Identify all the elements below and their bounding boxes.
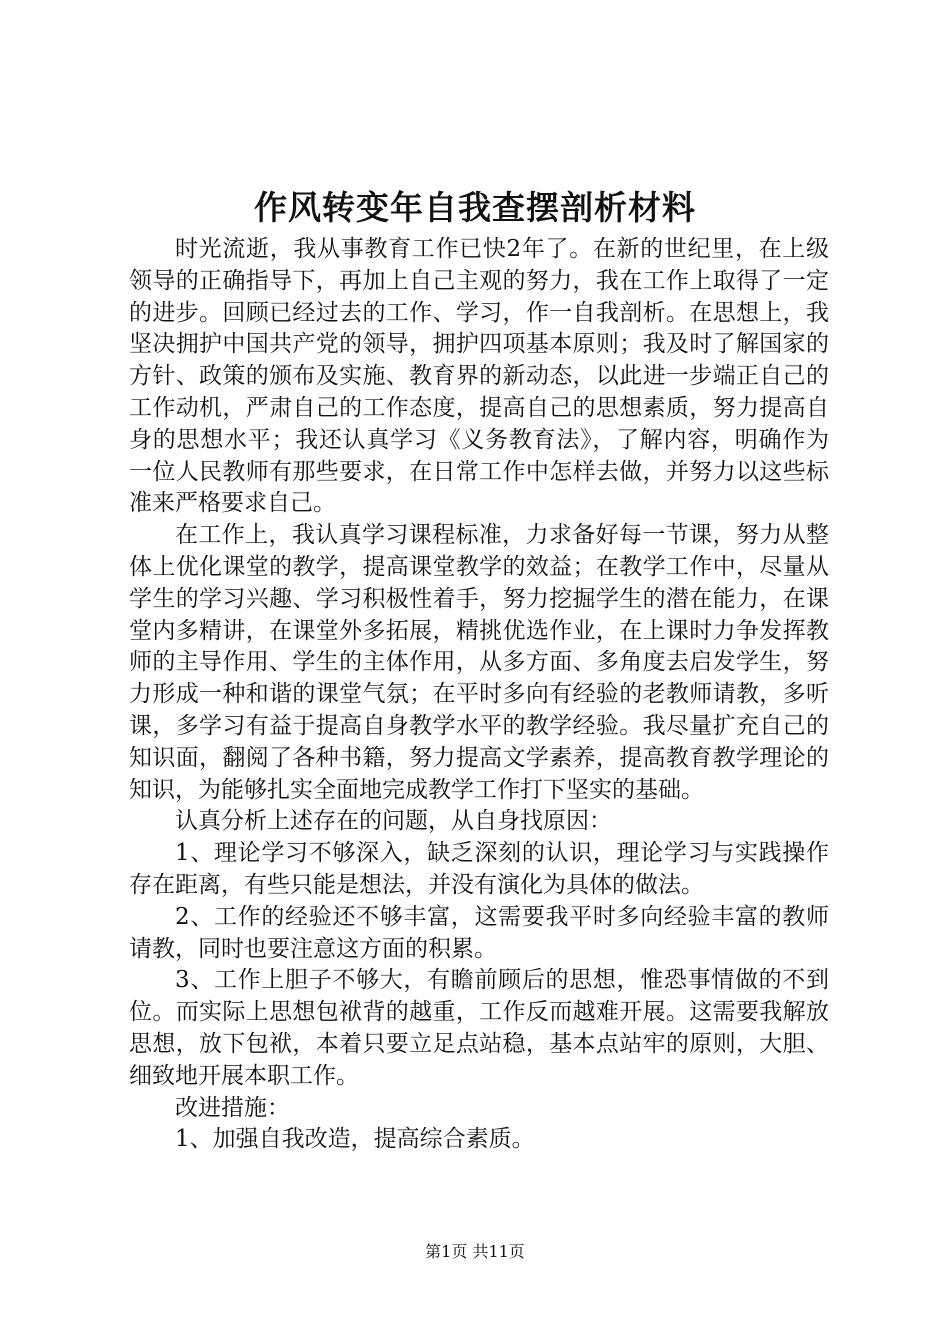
document-body	[129, 234, 829, 1156]
paragraph-problem-1: 1、理论学习不够深入，缺乏深刻的认识，理论学习与实践操作存在距离，有些只能是想法，并没有演化为具体的做法。	[129, 840, 829, 898]
paragraph-measures-heading: 改进措施：	[175, 1094, 290, 1121]
paragraph-problem-3: 3、工作上胆子不够大，有瞻前顾后的思想，惟恐事情做的不到位。而实际上思想包袱背的越重，工作反而越难开展。这需要我解放思想，放下包袱，本着只要立足点站稳，基本点站牢的原则，大胆、细致地开展本职工作。	[129, 967, 829, 1089]
paragraph-analysis-heading: 认真分析上述存在的问题，从自身找原因：	[175, 808, 612, 835]
document-title: 作风转变年自我查摆剖析材料	[254, 188, 696, 227]
page-number-footer: 第1页 共11页	[425, 1242, 525, 1261]
paragraph-problem-2: 2、工作的经验还不够丰富，这需要我平时多向经验丰富的教师请教，同时也要注意这方面的积累。	[129, 903, 829, 962]
paragraph-intro: 时光流逝，我从事教育工作已快2年了。在新的世纪里，在上级领导的正确指导下，再加上自己主观的努力，我在工作上取得了一定的进步。回顾已经过去的工作、学习，作一自我剖析。在思想上，我坚决拥护中国共产党的领导，拥护四项基本原则；我及时了解国家的方针、政策的颁布及实施、教育界的新动态，以此进一步端正自己的工作动机，严肃自己的工作态度，提高自己的思想素质，努力提高自身的思想水平；我还认真学习《义务教育法》，了解内容，明确作为一位人民教师有那些要求，在日常工作中怎样去做，并努力以这些标准来严格要求自己。	[129, 236, 829, 517]
paragraph-work: 在工作上，我认真学习课程标准，力求备好每一节课，努力从整体上优化课堂的教学，提高课堂教学的效益；在教学工作中，尽量从学生的学习兴趣、学习积极性着手，努力挖掘学生的潜在能力，在课堂内多精讲，在课堂外多拓展，精挑优选作业，在上课时力争发挥教师的主导作用、学生的主体作用，从多方面、多角度去启发学生，努力形成一种和谐的课堂气氛；在平时多向有经验的老教师请教，多听课，多学习有益于提高自身教学水平的教学经验。我尽量扩充自己的知识面，翻阅了各种书籍，努力提高文学素养，提高教育教学理论的知识，为能够扎实全面地完成教学工作打下坚实的基础。	[129, 522, 829, 803]
paragraph-measure-1: 1、加强自我改造，提高综合素质。	[175, 1126, 535, 1153]
